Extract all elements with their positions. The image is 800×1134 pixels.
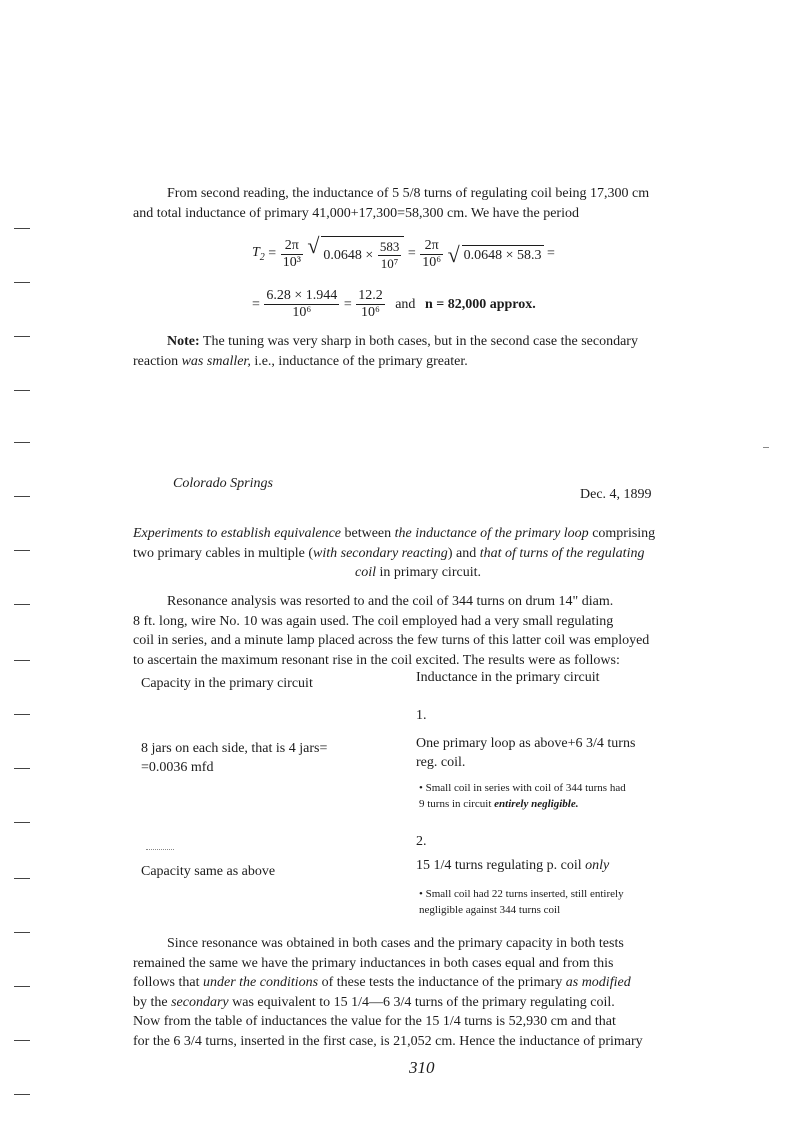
formula-equals: = xyxy=(343,296,352,312)
formula-symbol-t: $T_2$ xyxy=(252,245,265,263)
formula-fraction: $\frac{2\pi}{\text{10⁶}}$ xyxy=(422,237,442,270)
text-line: Note: The tuning was very sharp in both cases, but in the second case the secondary xyxy=(167,334,638,349)
formula-fraction: $\frac{6.28 \times 1.944}{\text{10⁶}}$ xyxy=(266,288,338,320)
inductance-cell: One primary loop as above+6 3/4 turns reg. coil. xyxy=(416,736,636,770)
paragraph-inductance-reading xyxy=(133,184,703,223)
inductance-cell: 15 1/4 turns regulating p. coil only xyxy=(416,858,610,873)
footnote: • Small coil in series with coil of 344 turns had 9 turns in circuit entirely negligible. xyxy=(419,782,626,810)
margin-mark xyxy=(14,986,30,987)
margin-mark xyxy=(14,878,30,879)
formula-and: and xyxy=(395,296,416,312)
formula-equals: = xyxy=(252,296,260,312)
margin-mark xyxy=(14,496,30,497)
capacity-cell: Capacity same as above xyxy=(141,864,276,879)
margin-mark xyxy=(14,336,30,337)
text-line: coil in series, and a minute lamp placed across the few turns of this latter coil was employed xyxy=(133,633,650,648)
text-line: From second reading, the inductance of 5 5/8 turns of regulating coil being 17,300 cm xyxy=(167,186,650,201)
row-number: 2. xyxy=(416,834,427,849)
margin-mark xyxy=(14,1094,30,1095)
margin-mark xyxy=(14,604,30,605)
margin-mark xyxy=(14,282,30,283)
text-line: for the 6 3/4 turns, inserted in the first case, is 21,052 cm. Hence the inductance of primary xyxy=(133,1033,643,1049)
scan-speck xyxy=(763,447,769,448)
square-root: √ 0.0648 × $\frac{583}{\text{10⁷}}$ xyxy=(307,236,404,272)
margin-mark xyxy=(14,228,30,229)
text-line: Experiments to establish equivalence between the inductance of the primary loop comprising xyxy=(133,526,656,541)
text-line: Now from the table of inductances the value for the 15 1/4 turns is 52,930 cm and that xyxy=(133,1014,616,1029)
margin-mark xyxy=(14,442,30,443)
margin-mark xyxy=(14,714,30,715)
experiment-title xyxy=(133,524,703,583)
date-heading: Dec. 4, 1899 xyxy=(580,487,652,502)
formula-fraction: $\frac{2\pi}{\text{10³}}$ xyxy=(282,237,301,270)
formula-fraction: $\frac{12.2}{\text{10⁶}}$ xyxy=(358,288,383,320)
text-line: Resonance analysis was resorted to and the coil of 344 turns on drum 14" diam. xyxy=(167,594,614,609)
paragraph-resonance-analysis xyxy=(133,592,703,670)
text-line: by the secondary was equivalent to 15 1/4—6 3/4 turns of the primary regulating coil. xyxy=(133,994,615,1010)
margin-mark xyxy=(14,768,30,769)
square-root: √ 0.0648 × 58.3 xyxy=(447,241,542,267)
margin-mark xyxy=(14,660,30,661)
note-paragraph xyxy=(133,332,703,371)
margin-mark xyxy=(14,390,30,391)
paragraph-conclusion xyxy=(133,934,703,1051)
place-heading: Colorado Springs xyxy=(173,476,273,491)
row-number: 1. xyxy=(416,708,427,723)
column-header-inductance: Inductance in the primary circuit xyxy=(416,670,600,685)
text-line: follows that under the conditions of these tests the inductance of the primary as modified xyxy=(133,975,631,990)
text-line: to ascertain the maximum resonant rise in the coil excited. The results were as follows: xyxy=(133,652,620,668)
formula-equals: = xyxy=(268,246,277,261)
text-line: two primary cables in multiple (with secondary reacting) and that of turns of the regulating xyxy=(133,545,645,561)
formula-equals: = xyxy=(407,246,416,261)
text-line: coil in primary circuit. xyxy=(355,565,481,580)
frequency-formula xyxy=(252,288,536,321)
period-formula xyxy=(252,233,555,272)
footnote: • Small coil had 22 turns inserted, still entirely negligible against 344 turns coil xyxy=(419,888,624,916)
text-line: reaction was smaller, i.e., inductance of the primary greater. xyxy=(133,353,468,369)
formula-equals: = xyxy=(547,246,555,261)
margin-mark xyxy=(14,1040,30,1041)
margin-mark xyxy=(14,822,30,823)
text-line: remained the same we have the primary inductances in both cases equal and from this xyxy=(133,955,614,971)
scan-speck xyxy=(146,849,174,850)
text-line: 8 ft. long, wire No. 10 was again used. The coil employed had a very small regulating xyxy=(133,613,614,629)
formula-result: n = 82,000 approx. xyxy=(424,296,536,312)
text-line: Since resonance was obtained in both cases and the primary capacity in both tests xyxy=(167,936,624,951)
margin-mark xyxy=(14,550,30,551)
page-number: 310 xyxy=(409,1058,435,1077)
margin-mark xyxy=(14,932,30,933)
text-line: and total inductance of primary 41,000+17,300=58,300 cm. We have the period xyxy=(133,205,579,221)
capacity-cell: 8 jars on each side, that is 4 jars= =0.0036 mfd xyxy=(141,741,328,775)
column-header-capacity: Capacity in the primary circuit xyxy=(141,676,313,691)
